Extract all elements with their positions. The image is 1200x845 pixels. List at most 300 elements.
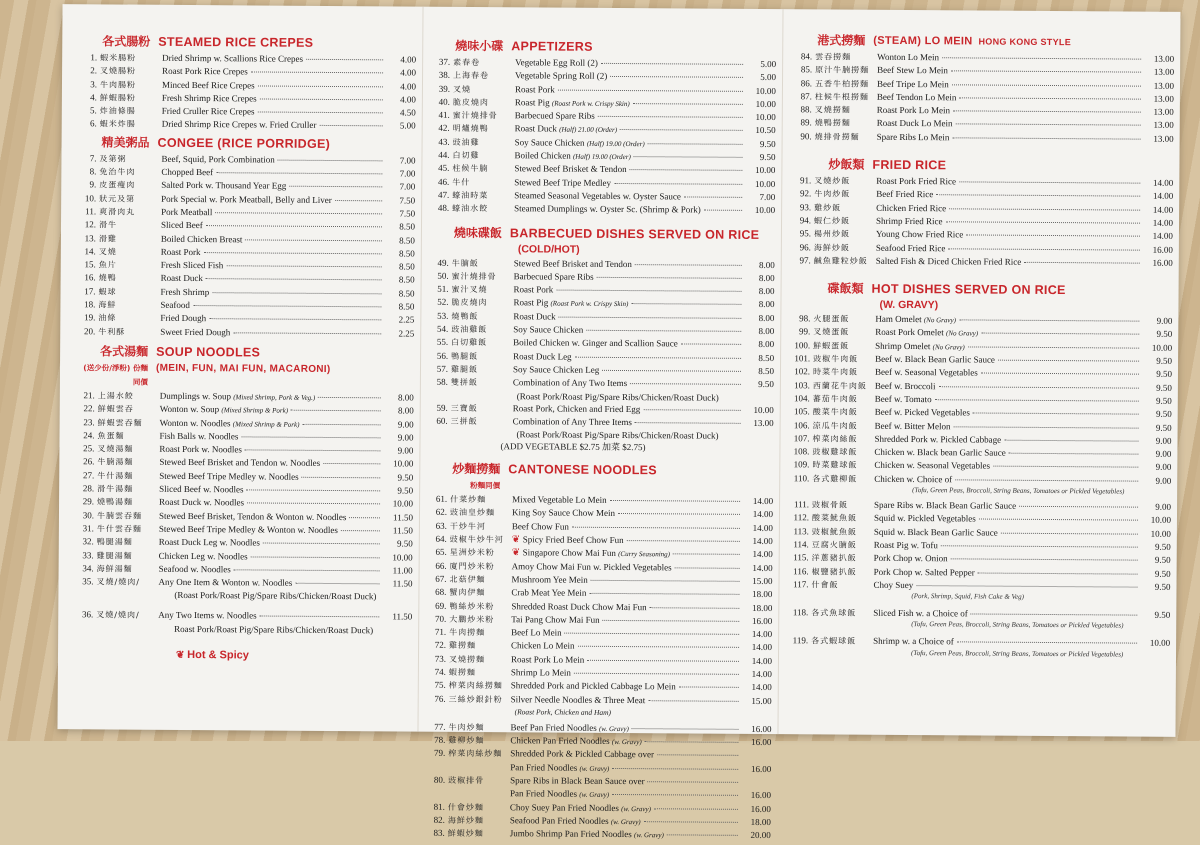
item-name — [157, 219, 203, 232]
section-title-cn: 燒味碟飯 — [432, 225, 510, 240]
item-name-cn: 牛腩雲吞麵 — [97, 510, 155, 523]
item-name-text: Spicy Fried Beef Chow Fun — [523, 534, 624, 545]
dot-leader — [953, 111, 1141, 113]
menu-item — [795, 130, 1174, 146]
item-name — [507, 680, 676, 693]
item-name-cn: 鮮蝦雲吞 — [98, 404, 156, 417]
menu-item — [428, 721, 771, 737]
dot-leader — [643, 409, 741, 411]
item-price: 10.00 — [383, 551, 413, 564]
item-name-cn: 三拼飯 — [451, 416, 509, 429]
section-title-cn: 燒味小碟 — [433, 39, 511, 54]
item-name — [506, 734, 641, 748]
item-name-text: Dried Shrimp w. Scallions Rice Crepes — [162, 53, 303, 64]
item-name-text: Roast Duck Leg w. Noodles — [159, 537, 260, 548]
item-price: 16.00 — [741, 736, 771, 749]
dot-leader — [318, 397, 381, 398]
dot-leader — [278, 159, 383, 161]
item-name-text: Shredded Roast Duck Chow Mai Fun — [511, 601, 646, 612]
dot-leader — [935, 399, 1139, 401]
item-name-cn: 什菜炒麵 — [450, 494, 508, 507]
item-name-cn: 豉油皇炒麵 — [450, 507, 508, 520]
dot-leader — [263, 543, 380, 545]
item-number: 110. — [792, 472, 812, 484]
menu-item — [792, 551, 1171, 567]
item-name-text: Roast Pork, Chicken and Fried Egg — [513, 403, 641, 414]
dot-leader — [673, 554, 740, 555]
dot-leader — [951, 559, 1138, 561]
item-number: 94. — [794, 214, 814, 226]
item-name-cn: 時菜雞球飯 — [812, 460, 870, 473]
item-price: 14.00 — [742, 681, 772, 694]
menu-item — [428, 734, 771, 750]
item-name-cn: 叉燒/燒肉/ — [96, 576, 154, 589]
item-name-text: Soy Sauce Chicken — [513, 324, 583, 334]
item-name-cn: 燒排骨撈麵 — [815, 131, 873, 144]
item-name-text: Dumplings w. Soup — [160, 391, 231, 401]
item-number: 11. — [79, 205, 99, 217]
item-name — [510, 176, 611, 189]
item-name — [155, 563, 231, 576]
dot-leader — [251, 72, 383, 74]
item-name — [155, 523, 338, 537]
item-price: 10.00 — [746, 111, 776, 124]
item-price: 11.50 — [382, 577, 412, 590]
menu-item — [429, 586, 772, 602]
item-number: 30. — [77, 509, 97, 521]
item-name-text: Roast Duck w. Noodles — [159, 497, 244, 508]
item-name-text: Dried Shrimp Rice Crepes w. Fried Cruller — [162, 119, 317, 130]
section-header-fried-rice — [794, 157, 1173, 174]
dot-leader — [215, 212, 382, 214]
item-name-cn: 柱候牛腩 — [452, 163, 510, 176]
menu-item — [793, 312, 1172, 328]
item-qualifier: (w. Gravy) — [579, 791, 609, 799]
dot-leader — [1024, 262, 1140, 264]
item-name — [158, 92, 257, 105]
dot-leader — [226, 265, 381, 267]
item-name-cn: 什會炒麵 — [448, 801, 506, 814]
item-price: 7.00 — [745, 191, 775, 204]
item-name — [157, 259, 224, 272]
dot-leader — [955, 479, 1138, 481]
item-name-text: Any One Item & Wonton w. Noodles — [158, 577, 292, 588]
dot-leader — [302, 477, 381, 479]
item-name-text: Stewed Beef Brisket and Tendon — [514, 258, 632, 269]
dot-leader — [234, 569, 380, 571]
item-number: 67. — [429, 573, 449, 585]
item-price: 13.00 — [1144, 106, 1174, 119]
item-name-text: Shrimp Omelet — [875, 341, 930, 351]
menu-item — [432, 162, 775, 178]
item-number: 73. — [429, 652, 449, 664]
item-name-text: Roast Pig — [515, 97, 550, 107]
item-name-cn: 鮮蝦雲吞麵 — [98, 417, 156, 430]
item-name-text: Pork Special w. Pork Meatball, Belly and Liver — [161, 193, 332, 204]
item-price: 13.00 — [1144, 79, 1174, 92]
menu-item — [794, 201, 1173, 217]
item-name-text: Stewed Beef Tripe Medley w. Noodles — [159, 471, 298, 482]
item-name-cn: 魚蛋麵 — [97, 430, 155, 443]
item-name-cn: 牛腩湯麵 — [97, 457, 155, 470]
dot-leader — [578, 646, 740, 648]
dot-leader — [323, 463, 380, 464]
item-name — [157, 153, 274, 166]
section-title: FRIED RICE — [872, 158, 946, 173]
dot-leader — [260, 98, 383, 100]
item-name-text: Silver Needle Noodles & Three Meat — [511, 694, 646, 705]
item-name-text: Seafood w. Noodles — [159, 564, 231, 575]
item-name — [156, 325, 230, 338]
item-qualifier: (w. Gravy) — [611, 818, 641, 826]
dot-leader — [258, 85, 383, 87]
dot-leader — [981, 333, 1139, 335]
item-price: 10.00 — [1141, 527, 1171, 540]
menu-item — [76, 609, 412, 625]
item-name-cn: 上海春卷 — [453, 70, 511, 83]
item-price: 11.50 — [383, 524, 413, 537]
item-name — [509, 323, 583, 336]
item-name-cn: 皮蛋瘦肉 — [99, 180, 157, 193]
menu-item — [431, 323, 774, 339]
dot-leader — [603, 620, 740, 622]
item-price: 10.00 — [745, 204, 775, 217]
menu-item — [78, 402, 414, 418]
item-name-text: Boiled Chicken — [514, 150, 570, 160]
item-name — [871, 379, 936, 392]
dot-leader — [559, 316, 742, 318]
dot-leader — [575, 356, 742, 358]
item-price: 4.00 — [386, 80, 416, 93]
item-price: 14.00 — [743, 548, 773, 561]
hot-spicy-legend — [176, 649, 412, 663]
item-name — [510, 189, 681, 202]
item-price: 9.50 — [746, 138, 776, 151]
item-name — [156, 299, 190, 312]
item-name — [509, 415, 632, 428]
dot-leader — [610, 76, 743, 78]
item-number: 112. — [792, 512, 812, 524]
item-name-cn: 豆腐火腩飯 — [812, 539, 870, 552]
section-title: (STEAM) LO MEIN — [873, 34, 972, 49]
item-note: (Roast Pork/Roast Pig/Spare Ribs/Chicken/Roast Duck) — [431, 389, 774, 403]
menu-item — [79, 258, 415, 274]
menu-item — [430, 546, 773, 562]
item-name-cn: 豉椒魷魚飯 — [812, 526, 870, 539]
item-name — [872, 228, 963, 241]
item-price: 9.00 — [1141, 474, 1171, 487]
item-name-text: Mushroom Yee Mein — [512, 574, 588, 585]
dot-leader — [565, 633, 740, 635]
menu-item — [431, 363, 774, 379]
dot-leader — [634, 156, 743, 158]
item-name — [870, 565, 975, 578]
dot-leader — [295, 583, 379, 585]
menu-item — [79, 192, 415, 208]
item-name-cn: 豉椒雞球飯 — [812, 446, 870, 459]
item-name-text: Roast Pig — [513, 298, 548, 308]
item-name-cn: 干炒牛河 — [450, 521, 508, 534]
section-subtitle: (COLD/HOT) — [518, 243, 775, 257]
item-name-text: Beef Tendon Lo Mein — [877, 92, 957, 103]
menu-item — [791, 606, 1170, 622]
menu-item — [432, 270, 775, 286]
item-name-text: Wonton Lo Mein — [877, 52, 939, 62]
item-name — [870, 446, 1005, 459]
item-number: 53. — [431, 309, 451, 321]
item-price: 13.00 — [1144, 66, 1174, 79]
item-number: 106. — [793, 419, 813, 431]
item-number: 6. — [80, 118, 100, 130]
menu-item — [429, 599, 772, 615]
item-name-text: Pan Fried Noodles — [510, 762, 577, 772]
section-header-congee — [80, 135, 416, 151]
dot-leader — [602, 370, 741, 372]
item-name-cn: 叉燒 — [453, 83, 511, 96]
item-price: 10.00 — [745, 164, 775, 177]
item-number: 119. — [791, 635, 811, 647]
item-name-cn: 素春卷 — [453, 57, 511, 70]
menu-item — [794, 174, 1173, 190]
item-number: 32. — [77, 535, 97, 547]
item-name — [873, 51, 939, 64]
menu-item — [80, 65, 416, 81]
item-name-cn: 海鮮湯麵 — [97, 563, 155, 576]
item-name-text: Beef Tripe Lo Mein — [877, 78, 949, 89]
item-name — [871, 419, 951, 432]
item-name-text: Seafood — [160, 300, 190, 310]
item-name — [871, 326, 978, 340]
item-qualifier: (Mixed Shrimp & Pork) — [233, 420, 300, 428]
item-name — [511, 109, 595, 122]
menu-item — [792, 565, 1171, 581]
item-name — [869, 579, 913, 592]
item-name-cn: 豉椒牛炒牛河 — [450, 534, 508, 547]
menu-item — [77, 549, 413, 565]
item-name-text: Fresh Sliced Fish — [161, 260, 224, 270]
item-name-cn: 鮮蝦蛋飯 — [813, 340, 871, 353]
dot-leader — [591, 580, 740, 582]
section-subtitle: (MEIN, FUN, MAI FUN, MACARONI) — [156, 362, 331, 391]
menu-column-middle — [417, 7, 782, 734]
item-qualifier: (No Gravy) — [946, 330, 978, 338]
item-name — [156, 286, 209, 299]
item-name-cn: 叉燒/燒肉/ — [96, 610, 154, 623]
item-price: 10.00 — [1142, 341, 1172, 354]
item-name — [155, 443, 242, 456]
item-name — [510, 257, 632, 270]
item-name-text: Roast Pork Fried Rice — [876, 176, 956, 187]
item-name-cn: 明爐燒鴨 — [453, 123, 511, 136]
item-name — [509, 310, 555, 323]
item-price: 7.00 — [385, 181, 415, 194]
item-name-cn: 蠔油水餃 — [452, 203, 510, 216]
item-number: 98. — [793, 312, 813, 324]
item-name — [872, 188, 933, 201]
item-number: 4. — [80, 91, 100, 103]
item-name-cn: 榨菜肉絲撈麵 — [449, 680, 507, 693]
dot-leader — [957, 642, 1137, 644]
item-name — [511, 96, 630, 110]
menu-item — [793, 379, 1172, 395]
item-name — [873, 131, 950, 144]
item-name — [871, 393, 932, 406]
item-price: 14.00 — [743, 535, 773, 548]
item-name — [871, 366, 978, 379]
item-name-cn: 海鮮 — [98, 299, 156, 312]
item-number: 5. — [80, 104, 100, 116]
menu-item — [430, 519, 773, 535]
item-name-cn: 洋蔥豬扒飯 — [812, 553, 870, 566]
item-list — [431, 256, 775, 391]
item-name-cn: 各式雞柳飯 — [812, 473, 870, 486]
item-name-text: Beef Fried Rice — [876, 189, 933, 199]
menu-item — [431, 376, 774, 392]
item-price: 14.00 — [742, 641, 772, 654]
dot-leader — [601, 63, 743, 65]
item-name — [507, 640, 575, 653]
item-list — [432, 56, 776, 218]
item-name-text: Squid w. Black Bean Garlic Sauce — [874, 526, 998, 537]
item-price: 9.50 — [1142, 421, 1172, 434]
item-name-cn: 牛肉炒麵 — [448, 722, 506, 735]
menu-item — [432, 175, 775, 191]
item-name-cn: 牛什湯麵 — [97, 470, 155, 483]
dot-leader — [679, 687, 739, 688]
item-price: 9.50 — [1140, 580, 1170, 593]
menu-item — [791, 606, 1170, 622]
item-name — [155, 456, 320, 469]
item-price: 8.50 — [385, 261, 415, 274]
item-name-cn: 蝦米炸腸 — [100, 119, 158, 132]
menu-item — [79, 152, 415, 168]
item-price: 7.00 — [385, 154, 415, 167]
dot-leader — [949, 208, 1140, 210]
menu-item — [795, 77, 1174, 93]
item-price: 9.00 — [1141, 434, 1171, 447]
item-name-cn: 叉燒湯麵 — [97, 443, 155, 456]
item-number: 55. — [431, 336, 451, 348]
item-price: 8.50 — [744, 352, 774, 365]
dot-leader — [204, 252, 382, 254]
item-number: 97. — [794, 254, 814, 266]
menu-item — [791, 635, 1170, 651]
item-name-text: Fresh Shrimp — [161, 287, 210, 297]
item-price: 16.00 — [1143, 243, 1173, 256]
item-name-text: Beef Lo Mein — [511, 627, 562, 637]
item-price: 13.00 — [1144, 53, 1174, 66]
dot-leader — [650, 607, 740, 609]
item-name-text: Fried Dough — [160, 313, 206, 323]
item-name-cn: 牛利酥 — [98, 326, 156, 339]
menu-item — [428, 774, 771, 790]
item-name-text: Soy Sauce Chicken Leg — [513, 364, 599, 375]
item-name-text: Beef Stew Lo Mein — [877, 65, 948, 75]
section-header-rice-crepes — [80, 34, 416, 50]
item-number: 64. — [430, 533, 450, 545]
item-price: 9.00 — [1141, 501, 1171, 514]
item-name — [509, 402, 641, 415]
item-name — [869, 635, 954, 648]
item-price: 14.00 — [743, 495, 773, 508]
dot-leader — [245, 450, 381, 452]
dot-leader — [657, 755, 738, 757]
item-name-text: Chopped Beef — [161, 167, 213, 177]
item-name-cn: 燒鴨 — [99, 273, 157, 286]
item-name-cn: 豉椒排骨 — [448, 775, 506, 788]
menu-item — [432, 283, 775, 299]
item-price: 10.00 — [1141, 514, 1171, 527]
item-name-text: Squid w. Pickled Vegetables — [874, 513, 976, 524]
menu-item — [792, 512, 1171, 528]
item-name-text: Salted Pork w. Thousand Year Egg — [161, 180, 286, 191]
item-name — [507, 626, 562, 639]
item-name-text: Singapore Chow Mai Fun — [523, 548, 616, 559]
item-number: 16. — [79, 272, 99, 284]
item-name — [873, 77, 949, 90]
menu-item — [795, 117, 1174, 133]
item-list — [428, 721, 771, 763]
item-number: 95. — [794, 227, 814, 239]
menu-item — [77, 535, 413, 551]
item-name — [154, 609, 256, 622]
item-name-cn: 滑牛 — [99, 220, 157, 233]
item-price: 9.50 — [1142, 355, 1172, 368]
menu-item — [430, 559, 773, 575]
dot-leader — [1001, 532, 1138, 534]
item-number: 100. — [793, 339, 813, 351]
item-name-cn: 榨菜肉絲炒麵 — [448, 748, 506, 761]
menu-item — [794, 188, 1173, 204]
item-name-text: Steamed Dumplings w. Oyster Sc. (Shrimp & Pork) — [514, 204, 701, 215]
item-note: (Tofu, Green Peas, Broccoli, String Beans, Tomatoes or Pickled Vegetables) — [791, 620, 1170, 632]
dot-leader — [251, 556, 380, 558]
menu-item — [793, 366, 1172, 382]
dot-leader — [979, 519, 1138, 521]
item-name — [507, 573, 587, 586]
item-name-text: Pork Chop w. Salted Pepper — [874, 566, 975, 577]
item-number: 24. — [77, 429, 97, 441]
item-number: 58. — [431, 376, 451, 388]
item-name-cn: 豉油雞 — [453, 137, 511, 150]
item-name-text: Combination of Any Two Items — [513, 377, 627, 388]
menu-item — [429, 652, 772, 668]
item-name-text: Chicken w. Seasonal Vegetables — [874, 460, 990, 471]
item-name-text: Roast Duck — [513, 311, 555, 321]
item-qualifier: (Half) 21.00 (Order) — [559, 126, 617, 134]
item-name — [507, 613, 599, 626]
item-name-text: Shredded Pork and Pickled Cabbage Lo Mein — [511, 681, 676, 692]
item-list — [80, 51, 417, 133]
item-price: 13.00 — [1144, 132, 1174, 145]
dot-leader — [587, 659, 739, 661]
dot-leader — [704, 210, 742, 211]
section-title-cn: 各式湯麵 — [78, 344, 156, 359]
item-price: 10.50 — [746, 124, 776, 137]
item-name-cn: 蜜汁叉燒 — [452, 284, 510, 297]
dot-leader — [610, 500, 740, 502]
menu-item — [792, 459, 1171, 475]
item-name-cn: 脆皮燒肉 — [453, 97, 511, 110]
item-name — [870, 499, 1016, 512]
menu-item — [77, 482, 413, 498]
item-price: 9.50 — [1141, 554, 1171, 567]
item-name — [509, 350, 572, 363]
menu-item — [79, 205, 415, 221]
chili-icon: ❦ — [176, 650, 187, 661]
item-name-cn: 雞腿湯麵 — [97, 550, 155, 563]
dot-leader — [247, 489, 381, 491]
